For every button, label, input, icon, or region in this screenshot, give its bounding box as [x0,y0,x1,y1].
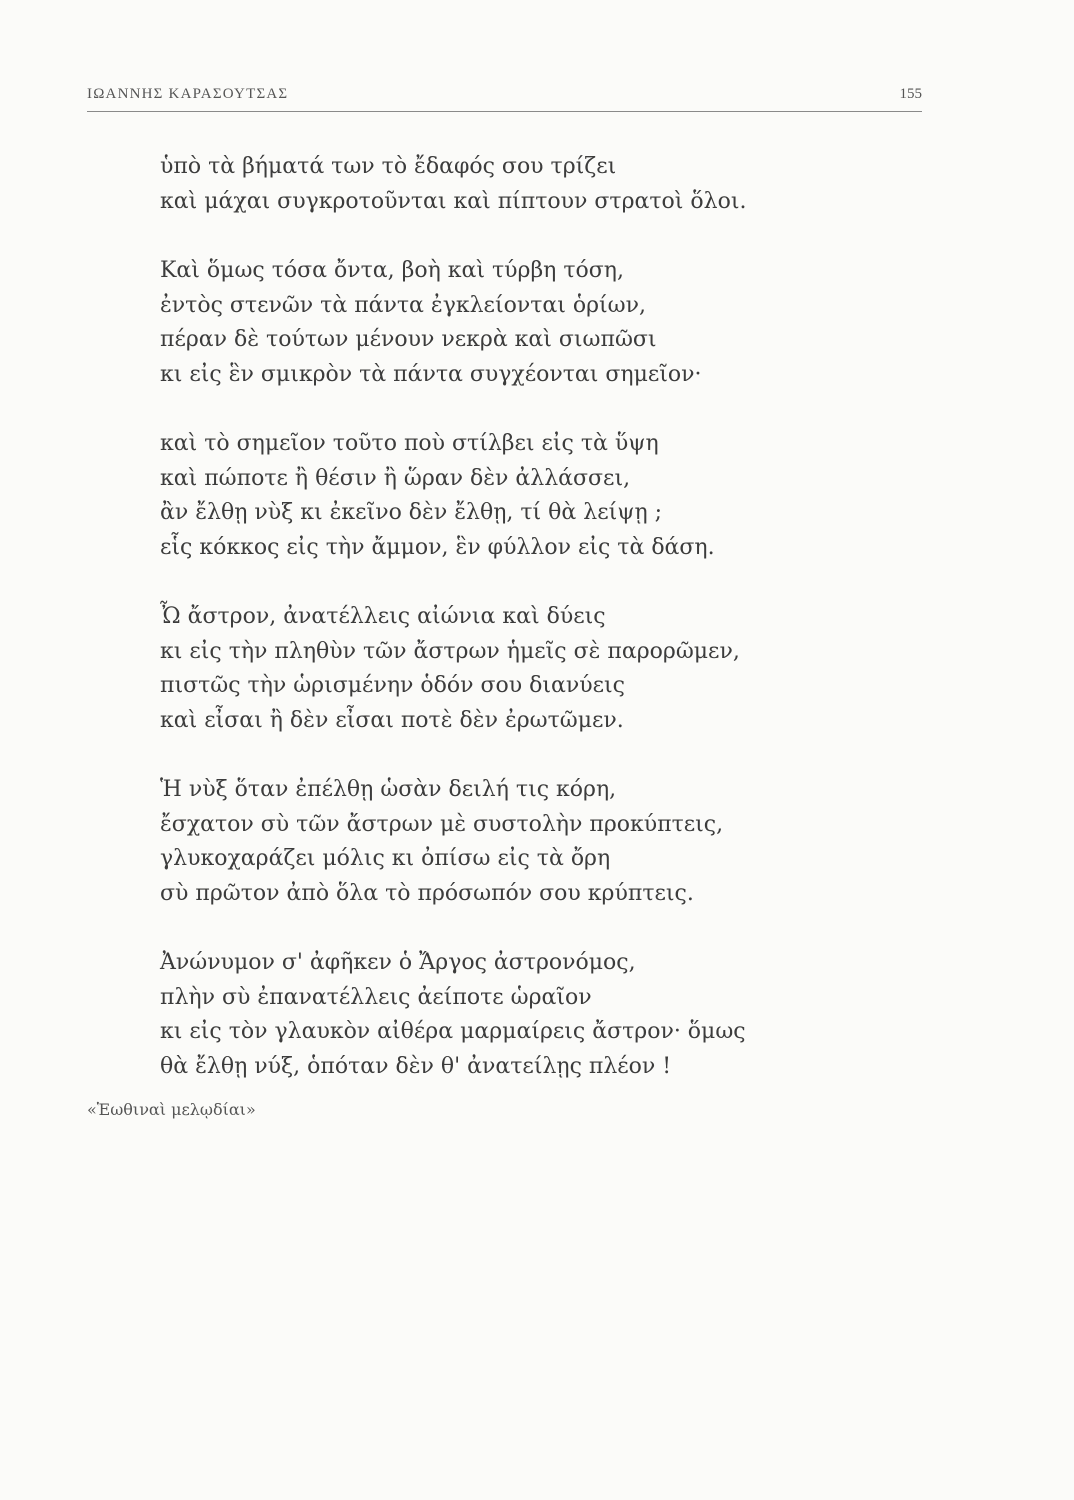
poem-line: Ἀνώνυμον σ' ἀφῆκεν ὁ Ἄργος ἀστρονόμος, [160,950,636,975]
poem-line: καὶ μάχαι συγκροτοῦνται καὶ πίπτουν στρατοὶ ὅλοι. [160,188,747,214]
stanza [160,150,880,219]
poem-line: γλυκοχαράζει μόλις κι ὀπίσω εἰς τὰ ὄρη [160,846,611,871]
poem-line: ἐντὸς στενῶν τὰ πάντα ἐγκλείονται ὁρίων, [160,292,646,318]
page-header [87,86,922,114]
source-citation: «Ἑωθιναὶ μελῳδίαι» [87,1100,256,1119]
poem-line: εἷς κόκκος εἰς τὴν ἄμμον, ἓν φύλλον εἰς τὰ δάση. [160,534,715,560]
poem-line: Καὶ ὅμως τόσα ὄντα, βοὴ καὶ τύρβη τόση, [160,258,624,283]
poem-line: πέραν δὲ τούτων μένουν νεκρὰ καὶ σιωπῶσι [160,327,657,352]
poem-line: ἔσχατον σὺ τῶν ἄστρων μὲ συστολὴν προκύπτεις, [160,811,724,837]
poem-line: Ἡ νὺξ ὅταν ἐπέλθῃ ὡσὰν δειλή τις κόρη, [160,777,617,802]
poem-line: κι εἰς τὴν πληθὺν τῶν ἄστρων ἡμεῖς σὲ παρορῶμεν, [160,638,740,664]
poem-line: καὶ τὸ σημεῖον τοῦτο ποὺ στίλβει εἰς τὰ ὕψη [160,431,659,456]
stanza [160,600,880,738]
poem-line: κι εἰς ἓν σμικρὸν τὰ πάντα συγχέονται σημεῖον· [160,361,702,387]
poem-body [160,150,880,1119]
stanza [160,946,880,1084]
page-number: 155 [899,86,922,102]
poem-line: πλὴν σὺ ἐπανατέλλεις ἀείποτε ὡραῖον [160,984,592,1010]
poem-line: θὰ ἔλθῃ νύξ, ὁπόταν δὲν θ' ἀνατείλῃς πλέον ! [160,1053,672,1079]
poem-line: ἂν ἔλθῃ νὺξ κι ἐκεῖνο δὲν ἔλθῃ, τί θὰ λείψῃ ; [160,500,663,525]
poem-line: πιστῶς τὴν ὡρισμένην ὁδόν σου διανύεις [160,673,625,698]
running-head-author: ΙΩΑΝΝΗΣ ΚΑΡΑΣΟΥΤΣΑΣ [87,86,289,102]
poem-line: Ὦ ἄστρον, ἀνατέλλεις αἰώνια καὶ δύεις [160,604,606,629]
poem-line: ὑπὸ τὰ βήματά των τὸ ἔδαφός σου τρίζει [160,154,617,179]
poem-line: καὶ εἶσαι ἢ δὲν εἶσαι ποτὲ δὲν ἐρωτῶμεν. [160,707,624,733]
stanza [160,254,880,392]
poem-line: καὶ πώποτε ἢ θέσιν ἢ ὥραν δὲν ἀλλάσσει, [160,465,631,491]
poem-line: σὺ πρῶτον ἀπὸ ὅλα τὸ πρόσωπόν σου κρύπτεις. [160,880,694,906]
header-rule [87,111,922,112]
poem-line: κι εἰς τὸν γλαυκὸν αἰθέρα μαρμαίρεις ἄστρον· ὅμως [160,1019,746,1044]
stanza [160,773,880,911]
stanza [160,427,880,565]
